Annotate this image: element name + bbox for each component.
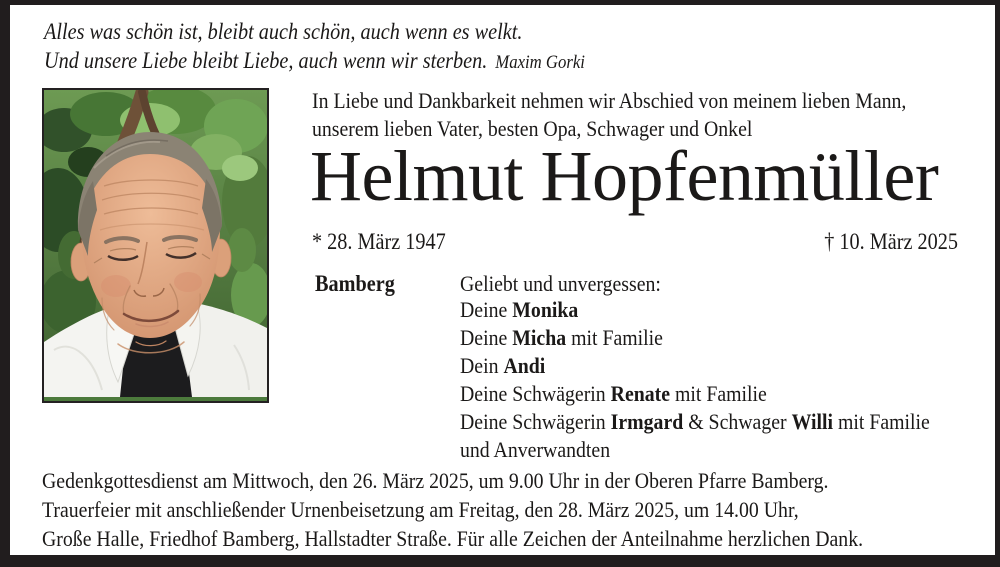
funeral-information — [42, 466, 975, 553]
city-label: Bamberg — [315, 271, 395, 296]
mourner-line: Deine Micha mit Familie — [460, 325, 663, 350]
birth-date: * 28. März 1947 — [312, 229, 446, 254]
funeral-line-2: Trauerfeier mit anschließender Urnenbeisetzung am Freitag, den 28. März 2025, um 14.00 Uhr, — [42, 497, 799, 522]
intro-line-1: In Liebe und Dankbarkeit nehmen wir Abschied von meinem lieben Mann, — [312, 88, 907, 113]
death-date: † 10. März 2025 — [824, 229, 958, 254]
mourner-line: und Anverwandten — [460, 437, 611, 462]
intro-text — [312, 87, 987, 143]
portrait-photo — [42, 88, 269, 403]
quote-text: Und unsere Liebe bleibt Liebe, auch wenn wir sterben. — [44, 48, 488, 73]
quote-attribution: Maxim Gorki — [495, 52, 585, 73]
mourners-list — [460, 296, 994, 464]
cheek-right — [174, 272, 202, 292]
mourner-line: Deine Monika — [460, 297, 579, 322]
quote-line-1: Alles was schön ist, bleibt auch schön, auch wenn es welkt. — [44, 19, 523, 44]
funeral-line-3: Große Halle, Friedhof Bamberg, Hallstadter Straße. Für alle Zeichen der Anteilnahme herzlichen Dank. — [42, 526, 864, 551]
quote-line-2 — [44, 46, 585, 77]
intro-line-2: unserem lieben Vater, besten Opa, Schwager und Onkel — [312, 116, 753, 141]
funeral-line-1: Gedenkgottesdienst am Mittwoch, den 26. März 2025, um 9.00 Uhr in der Oberen Pfarre Bamberg. — [42, 468, 829, 493]
mourners-heading: Geliebt und unvergessen: — [460, 271, 661, 296]
mourner-line: Deine Schwägerin Irmgard & Schwager Willi mit Familie — [460, 409, 930, 434]
mourner-line: Dein Andi — [460, 353, 546, 378]
mourner-line: Deine Schwägerin Renate mit Familie — [460, 381, 767, 406]
deceased-name: Helmut Hopfenmüller — [310, 136, 939, 216]
memorial-quote — [44, 17, 659, 77]
